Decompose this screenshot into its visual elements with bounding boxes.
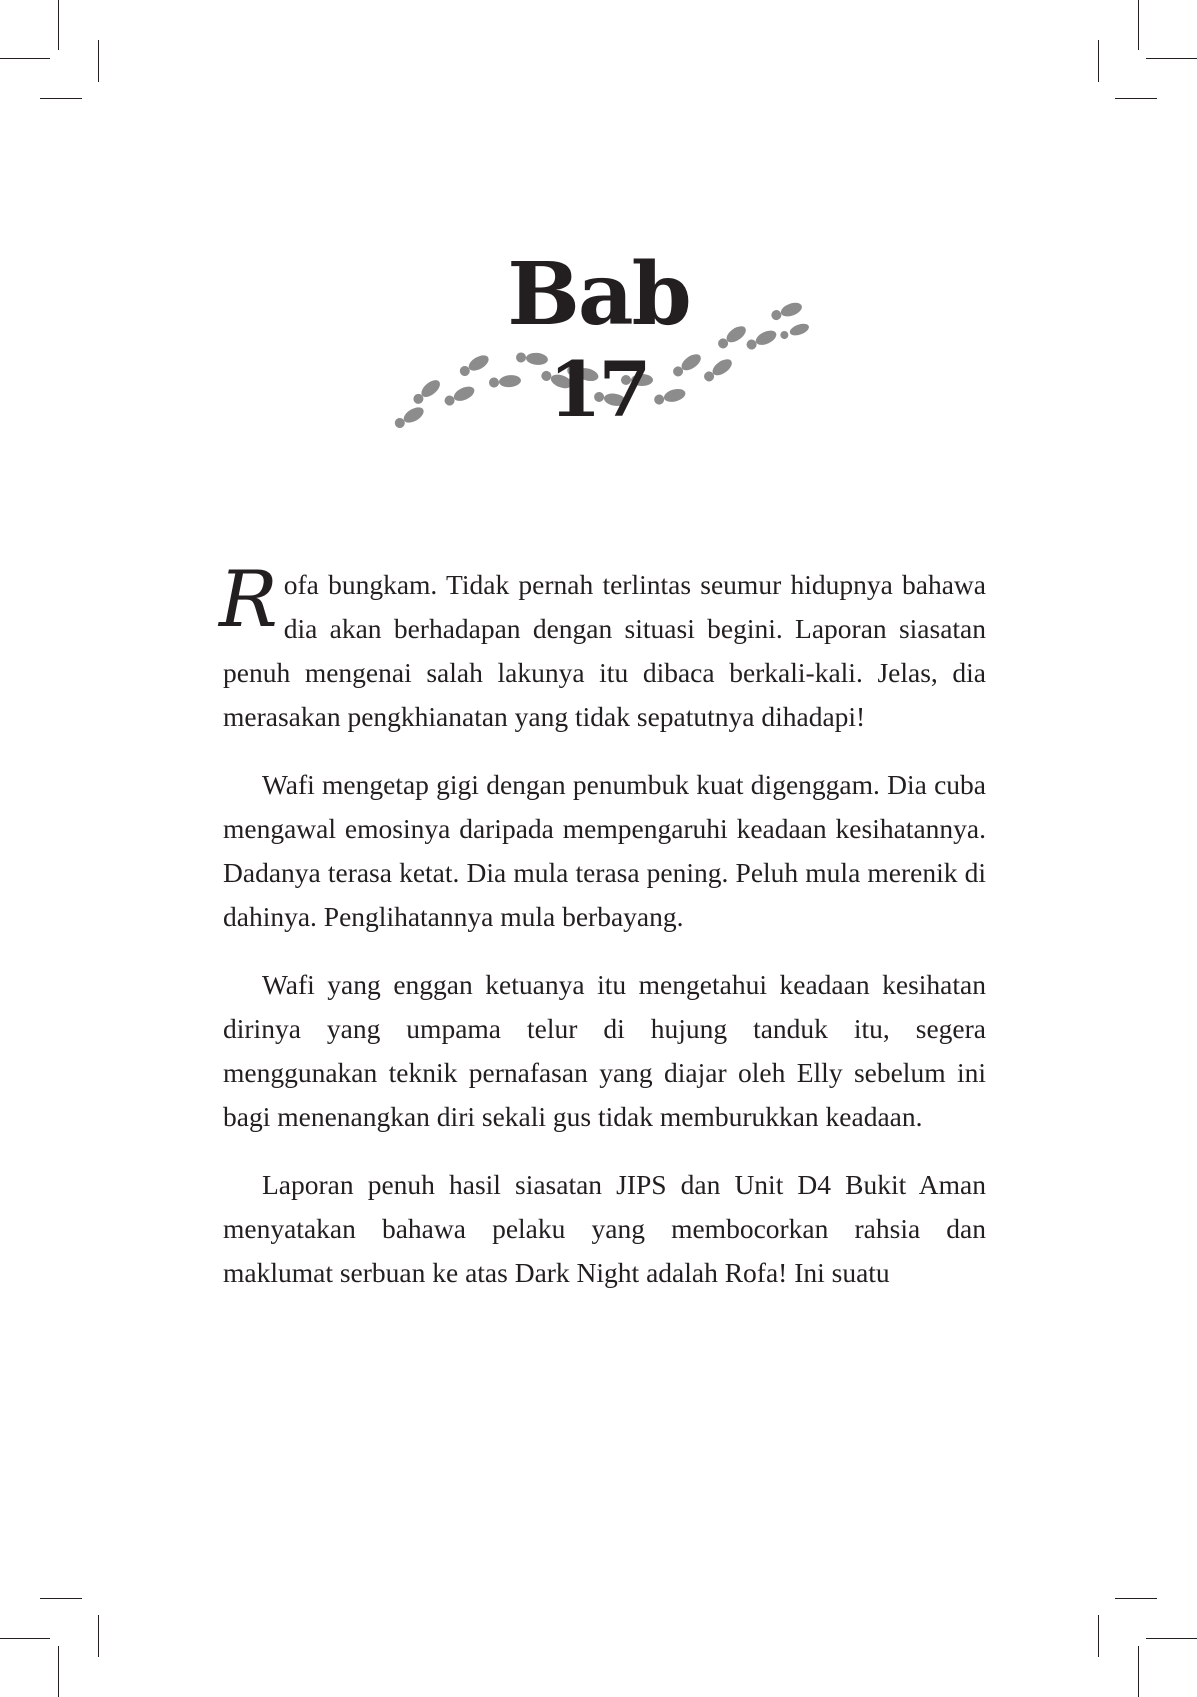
chapter-heading — [0, 0, 1197, 460]
crop-mark — [0, 1638, 50, 1639]
chapter-number: 17 — [548, 345, 649, 434]
crop-mark — [1146, 1638, 1197, 1639]
crop-mark — [40, 1598, 82, 1599]
crop-mark — [1098, 1615, 1099, 1657]
chapter-label: Bab — [507, 244, 690, 345]
crop-mark — [1138, 1646, 1139, 1697]
crop-mark — [98, 1615, 99, 1657]
paragraph: Wafi yang enggan ketuanya itu mengetahui keadaan kesihatan dirinya yang umpama telur di hujung tanduk itu, segera menggunakan teknik pernafasan yang diajar oleh Elly sebelum ini bagi menenangkan diri sekali gus tidak memburukkan keadaan. — [223, 969, 986, 1132]
paragraph: Wafi mengetap gigi dengan penumbuk kuat digenggam. Dia cuba mengawal emosinya daripada mempengaruhi keadaan kesihatannya. Dadanya terasa ketat. Dia mula terasa pening. Peluh mula merenik di dahinya. Penglihatannya mula berbayang. — [223, 769, 986, 932]
crop-mark — [1115, 1598, 1157, 1599]
crop-mark — [58, 1646, 59, 1697]
drop-cap: R — [219, 555, 278, 645]
paragraph: Laporan penuh hasil siasatan JIPS dan Unit D4 Bukit Aman menyatakan bahawa pelaku yang membocorkan rahsia dan maklumat serbuan ke atas Dark Night adalah Rofa! Ini suatu — [223, 1169, 986, 1288]
chapter-body — [219, 555, 986, 1319]
paragraph-text: ofa bungkam. Tidak pernah terlintas seumur hidupnya bahawa dia akan berhadapan dengan situasi begini. Laporan siasatan penuh mengenai salah lakunya itu dibaca berkali-kali. Jelas, dia merasakan pengkhianatan yang tidak sepatutnya dihadapi! — [223, 569, 986, 732]
paragraph — [219, 555, 986, 739]
